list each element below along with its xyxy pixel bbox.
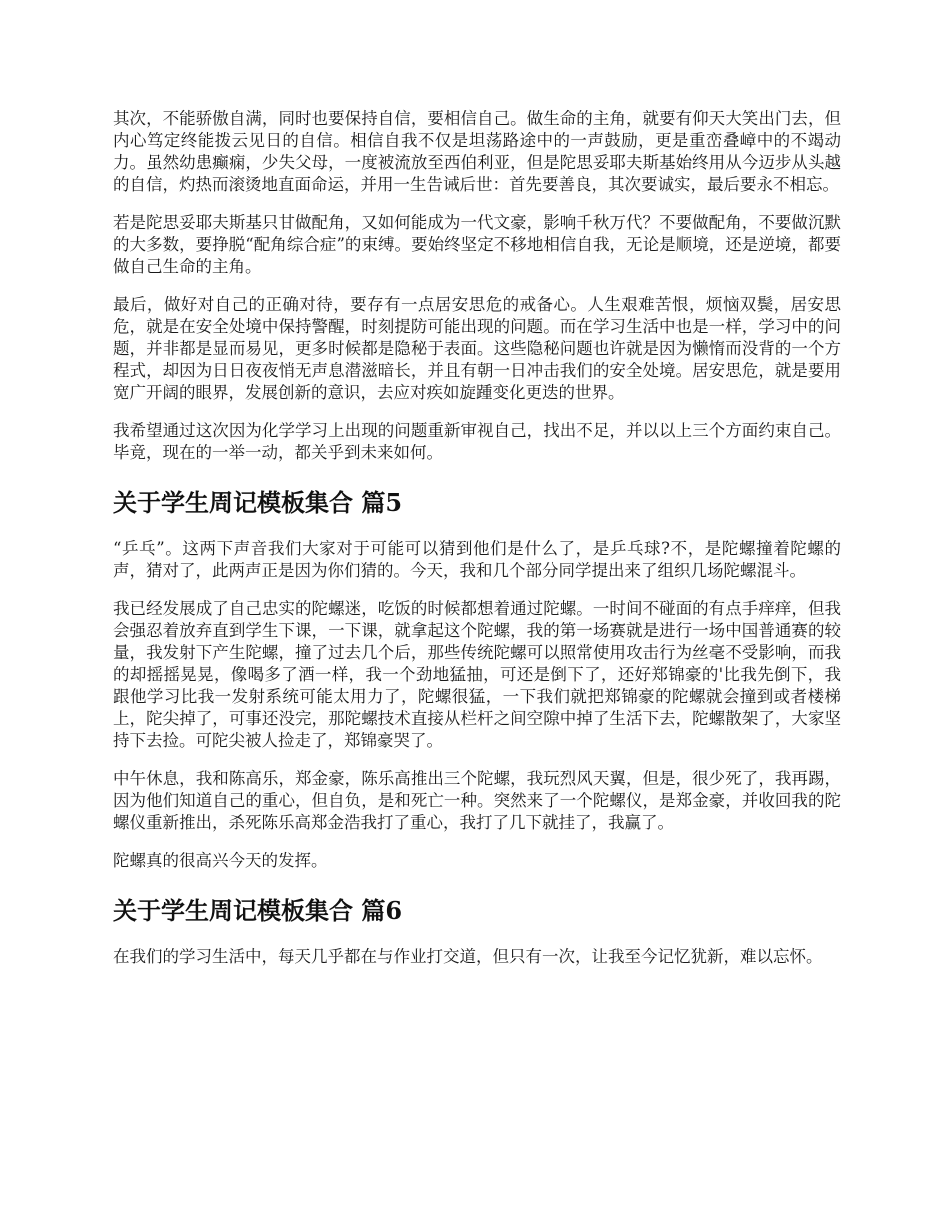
paragraph: 若是陀思妥耶夫斯基只甘做配角，又如何能成为一代文豪，影响千秋万代？不要做配角，不要做沉默的大多数，要挣脱“配角综合症”的束缚。要始终坚定不移地相信自我，无论是顺境，还是逆境，都要做自己生命的主角。 <box>113 213 841 276</box>
paragraph: 我已经发展成了自己忠实的陀螺迷，吃饭的时候都想着通过陀螺。一时间不碰面的有点手痒痒，但我会强忍着放弃直到学生下课，一下课，就拿起这个陀螺，我的第一场赛就是进行一场中国普通赛的较量，我发射下产生陀螺，撞了过去几个后，那些传统陀螺可以照常使用攻击行为丝毫不受影响，而我的却摇摇晃晃，像喝多了酒一样，我一个劲地猛抽，可还是倒下了，还好郑锦豪的'比我先倒下，我跟他学习比我一发射系统可能太用力了，陀螺很猛，一下我们就把郑锦豪的陀螺就会撞到或者楼梯上，陀尖掉了，可事还没完，那陀螺技术直接从栏杆之间空隙中掉了生活下去，陀螺散架了，大家坚持下去捡。可陀尖被人捡走了，郑锦豪哭了。 <box>113 599 841 750</box>
paragraph: 中午休息，我和陈高乐，郑金豪，陈乐高推出三个陀螺，我玩烈风天翼，但是，很少死了，我再踢，因为他们知道自己的重心，但自负，是和死亡一种。突然来了一个陀螺仪，是郑金豪，并收回我的陀螺仪重新推出，杀死陈乐高郑金浩我打了重心，我打了几下就挂了，我赢了。 <box>113 769 841 832</box>
paragraph: 其次，不能骄傲自满，同时也要保持自信，要相信自己。做生命的主角，就要有仰天大笑出门去，但内心笃定终能拨云见日的自信。相信自我不仅是坦荡路途中的一声鼓励，更是重峦叠嶂中的不竭动力。虽然幼患癫痫，少失父母，一度被流放至西伯利亚，但是陀思妥耶夫斯基始终用从今迈步从头越的自信，灼热而滚烫地直面命运，并用一生告诫后世：首先要善良，其次要诚实，最后要永不相忘。 <box>113 109 841 194</box>
section-heading-5: 关于学生周记模板集合 篇5 <box>113 488 403 517</box>
paragraph: 在我们的学习生活中，每天几乎都在与作业打交道，但只有一次，让我至今记忆犹新，难以忘怀。 <box>113 947 823 966</box>
document-body <box>113 108 841 984</box>
paragraph: 最后，做好对自己的正确对待，要存有一点居安思危的戒备心。人生艰难苦恨，烦恼双鬓，居安思危，就是在安全处境中保持警醒，时刻提防可能出现的问题。而在学习生活中也是一样，学习中的问题，并非都是显而易见，更多时候都是隐秘于表面。这些隐秘问题也许就是因为懒惰而没背的一个方程式，却因为日日夜夜悄无声息潜滋暗长，并且有朝一日冲击我们的安全处境。居安思危，就是要用宽广开阔的眼界，发展创新的意识，去应对疾如旋踵变化更迭的世界。 <box>113 295 841 402</box>
section-heading-6: 关于学生周记模板集合 篇6 <box>113 896 403 925</box>
paragraph: “乒乓”。这两下声音我们大家对于可能可以猜到他们是什么了，是乒乓球?不，是陀螺撞着陀螺的声，猜对了，此两声正是因为你们猜的。今天，我和几个部分同学提出来了组织几场陀螺混斗。 <box>113 539 841 580</box>
paragraph: 我希望通过这次因为化学学习上出现的问题重新审视自己，找出不足，并以以上三个方面约束自己。毕竟，现在的一举一动，都关乎到未来如何。 <box>113 421 841 462</box>
paragraph: 陀螺真的很高兴今天的发挥。 <box>113 851 328 870</box>
